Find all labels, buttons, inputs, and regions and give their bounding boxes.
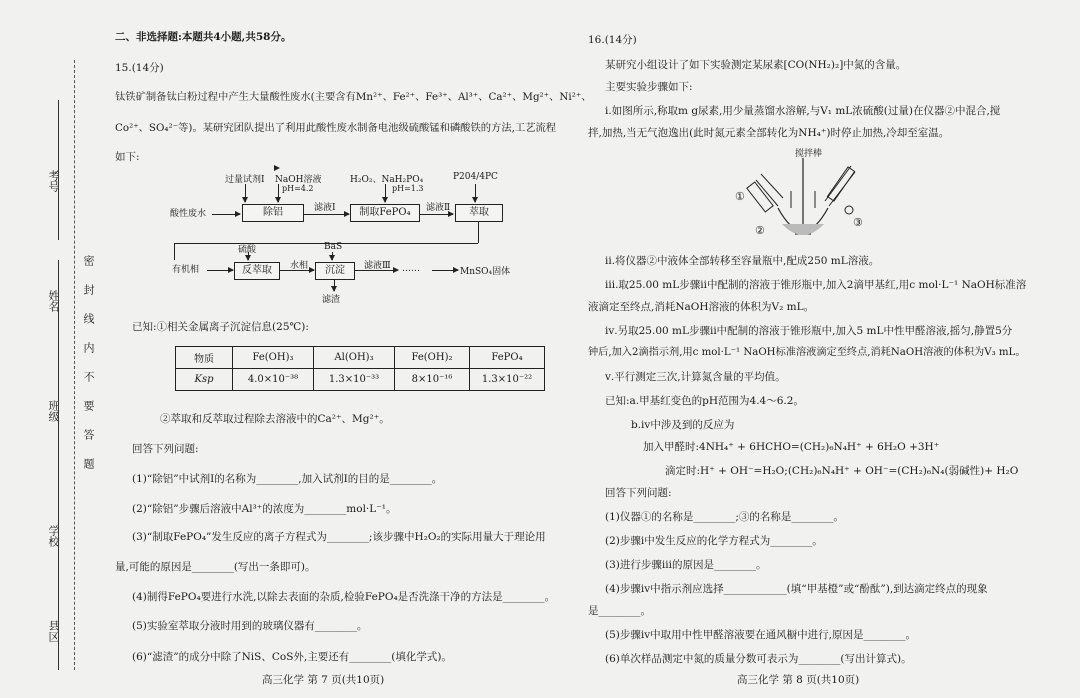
flow-box-remove-al: 除铝: [242, 204, 304, 222]
q16-steps-title: 主要实验步骤如下:: [605, 81, 693, 93]
flow-box-precipitate: 沉淀: [315, 262, 355, 280]
ksp-head-4: FePO₄: [470, 347, 545, 369]
q15-sub2: (2)“除铝”步骤后溶液中Al³⁺的浓度为________mol·L⁻¹。: [132, 503, 397, 515]
flow-arrow-reagent2: [385, 184, 386, 202]
fig-label-1: ①: [735, 190, 745, 203]
flow-reagent2: H₂O₂、NaH₂PO₄: [350, 175, 424, 185]
q15-sub6: (6)“滤渣”的成分中除了NiS、CoS外,主要还有________(填化学式)。: [132, 651, 452, 663]
ksp-head-0: 物质: [176, 347, 233, 369]
flow-product: MnSO₄固体: [460, 267, 511, 277]
q16-step3-line2: 液滴定至终点,消耗NaOH溶液的体积为V₂ mL。: [588, 301, 815, 313]
flow-arrow-bas: [332, 252, 333, 260]
flow-arrow-start: [212, 214, 240, 215]
flow-filtrate3: 滤液Ⅲ: [364, 261, 391, 271]
page-footer-right: 高三化学 第 8 页(共10页): [737, 674, 860, 686]
q15-sub3-line1: (3)“制取FePO₄”发生反应的离子方程式为________;该步骤中H₂O₂的实际用量大于理论用: [132, 531, 546, 543]
ksp-cell-0: Ksp: [176, 369, 233, 391]
ksp-table: [175, 346, 545, 391]
flow-dots: ……: [402, 264, 420, 274]
q15-sub3-line2: 量,可能的原因是________(写出一条即可)。: [115, 561, 316, 573]
flow-organic: 有机相: [172, 265, 200, 275]
flow-arrow-naoh: [278, 184, 279, 202]
seal-text: 密封线内不要答题: [82, 255, 95, 487]
ksp-cell-1: 4.0×10⁻³⁸: [233, 369, 314, 391]
flow-arrow-residue: [334, 279, 335, 291]
q16-sub5: (5)步骤ⅳ中取用中性甲醛溶液要在通风橱中进行,原因是________。: [605, 629, 916, 641]
flow-arrow-filtrate1: [303, 214, 349, 215]
fig-label-3: ③: [853, 216, 863, 229]
exam-number-line: [58, 100, 59, 240]
flow-arrow-p204: [475, 184, 476, 202]
flow-arrow-filtrate3: [354, 270, 398, 271]
q16-known-a: 已知:a.甲基红变色的pH范围为4.4～6.2。: [605, 395, 804, 407]
flow-filtrate2: 滤液Ⅱ: [426, 203, 451, 213]
flow-arrow-product: [432, 270, 458, 271]
q16-step4-line2: 钟后,加入2滴指示剂,用c mol·L⁻¹ NaOH标准溶液滴定至终点,消耗NaOH溶液的体积为V₃ mL。: [588, 347, 1026, 358]
q16-sub2: (2)步骤ⅰ中发生反应的化学方程式为________。: [605, 535, 823, 547]
fig-label-2: ②: [755, 224, 765, 237]
q16-step5: ⅴ.平行测定三次,计算氮含量的平均值。: [605, 371, 786, 383]
flow-box-make-fepo4: 制取FePO₄: [350, 204, 420, 222]
flow-filtrate1: 滤液Ⅰ: [314, 203, 336, 213]
flow-arrow-acid: [248, 252, 249, 260]
flow-arrow-filtrate2: [419, 214, 453, 215]
q16-equation-2: 滴定时:H⁺ + OH⁻=H₂O;(CH₂)₆N₄H⁺ + OH⁻=(CH₂)₆N₄(弱碱性)+ H₂O: [665, 465, 1019, 477]
flow-naoh: NaOH溶液: [275, 175, 322, 185]
flow-aqueous: 水相: [290, 261, 309, 271]
flow-start: 酸性废水: [170, 209, 207, 219]
q16-sub4-line1: (4)步骤ⅳ中指示剂应选择____________(填“甲基橙”或“酚酞”),到达滴定终点的现象: [605, 583, 988, 595]
ksp-cell-3: 8×10⁻¹⁶: [395, 369, 470, 391]
q15-intro-line2: Co²⁺、SO₄²⁻等)。某研究团队提出了利用此酸性废水制备电池级硫酸锰和磷酸铁的方法,工艺流程: [115, 122, 557, 134]
q15-sub5: (5)实验室萃取分液时用到的玻璃仪器有________。: [132, 620, 368, 632]
county-line: [58, 600, 59, 670]
ksp-head-1: Fe(OH)₃: [233, 347, 314, 369]
flow-acid: 硫酸: [238, 245, 257, 255]
ksp-cell-4: 1.3×10⁻²²: [470, 369, 545, 391]
known-2: ②萃取和反萃取过程除去溶液中的Ca²⁺、Mg²⁺。: [160, 413, 390, 425]
section-title: 二、非选择题:本题共4小题,共58分。: [115, 31, 292, 43]
q16-sub3: (3)进行步骤ⅲ的原因是________。: [605, 559, 767, 571]
q16-equation-1: 加入甲醛时:4NH₄⁺ + 6HCHO=(CH₂)₆N₄H⁺ + 6H₂O +3H⁺: [643, 441, 940, 453]
ksp-table-header: [176, 347, 545, 369]
flow-ph1: pH=4.2: [282, 184, 314, 193]
q16-step1-line2: 拌,加热,当无气泡逸出(此时氮元素全部转化为NH₄⁺)时停止加热,冷却至室温。: [588, 127, 950, 139]
q16-sub4-line2: 是________。: [588, 605, 651, 617]
margin-label-name: 姓名: [47, 290, 60, 312]
q16-step2: ⅱ.将仪器②中液体全部转移至容量瓶中,配成250 mL溶液。: [605, 255, 880, 267]
q16-step4-line1: ⅳ.另取25.00 mL步骤ⅱ中配制的溶液于锥形瓶中,加入5 mL中性甲醛溶液,摇匀,静置5分: [605, 325, 1013, 337]
name-line: [58, 260, 59, 380]
flow-return-line-v: [174, 243, 175, 260]
margin-label-class: 班级: [47, 400, 60, 422]
left-column: [110, 28, 592, 678]
margin-label-county: 县区: [47, 620, 60, 642]
flow-residue: 滤渣: [322, 295, 341, 305]
known-1: 已知:①相关金属离子沉淀信息(25℃):: [132, 321, 309, 333]
flow-arrow-organic: [207, 270, 233, 271]
seal-dashed-line: [74, 60, 75, 670]
q16-sub6: (6)单次样品测定中氮的质量分数可表示为________(写出计算式)。: [605, 653, 912, 665]
flow-p204: P204/4PC: [453, 172, 498, 182]
margin-label-exam-number: 考号: [47, 170, 60, 192]
margin-label-school: 学校: [47, 525, 60, 547]
ksp-head-2: Al(OH)₃: [314, 347, 395, 369]
page-footer-left: 高三化学 第 7 页(共10页): [262, 674, 385, 686]
ksp-cell-2: 1.3×10⁻³³: [314, 369, 395, 391]
flow-ph2: pH=1.3: [392, 184, 424, 193]
q15-heading: 15.(14分): [115, 62, 164, 74]
flow-reagent1: 过量试剂Ⅰ: [225, 175, 265, 185]
class-line: [58, 380, 59, 510]
flow-bas: BaS: [324, 242, 343, 252]
flow-return-line: [478, 221, 479, 243]
flow-arrow-reagent1: [245, 184, 246, 202]
flask-drawing: [733, 146, 873, 256]
flow-box-extract: 萃取: [455, 204, 503, 222]
flow-arrow-aqueous: [279, 270, 314, 271]
process-flow-diagram: [110, 168, 560, 318]
q16-known-b: b.ⅳ中涉及到的反应为: [631, 419, 735, 431]
fig-stirrer-label: 搅拌棒: [795, 149, 823, 159]
q15-intro-line3: 如下:: [115, 151, 140, 163]
q16-step1-line1: ⅰ.如图所示,称取m g尿素,用少量蒸馏水溶解,与V₁ mL浓硫酸(过量)在仪器②中混合,搅: [605, 105, 1001, 117]
q16-sub1: (1)仪器①的名称是________;③的名称是________。: [605, 511, 844, 523]
apparatus-figure: [733, 146, 873, 256]
flow-box-back-extract: 反萃取: [234, 262, 280, 280]
right-column: [583, 28, 1038, 678]
q16-heading: 16.(14分): [588, 34, 637, 46]
ksp-table-row: [176, 369, 545, 391]
q16-intro: 某研究小组设计了如下实验测定某尿素[CO(NH₂)₂]中氮的含量。: [605, 59, 907, 71]
q15-sub1: (1)“除铝”中试剂Ⅰ的名称为________,加入试剂Ⅰ的目的是________。: [132, 473, 443, 485]
answer-prompt-left: 回答下列问题:: [132, 443, 199, 455]
q15-sub4: (4)制得FePO₄要进行水洗,以除去表面的杂质,检验FePO₄是否洗涤干净的方法是________。: [132, 591, 556, 603]
q16-step3-line1: ⅲ.取25.00 mL步骤ⅱ中配制的溶液于锥形瓶中,加入2滴甲基红,用c mol·L⁻¹ NaOH标准溶: [605, 279, 1027, 291]
answer-prompt-right: 回答下列问题:: [605, 487, 672, 499]
q15-intro-line1: 钛铁矿制备钛白粉过程中产生大量酸性废水(主要含有Mn²⁺、Fe²⁺、Fe³⁺、Al³⁺、Ca²⁺、Mg²⁺、Ni²⁺、: [115, 91, 592, 103]
ksp-head-3: Fe(OH)₂: [395, 347, 470, 369]
